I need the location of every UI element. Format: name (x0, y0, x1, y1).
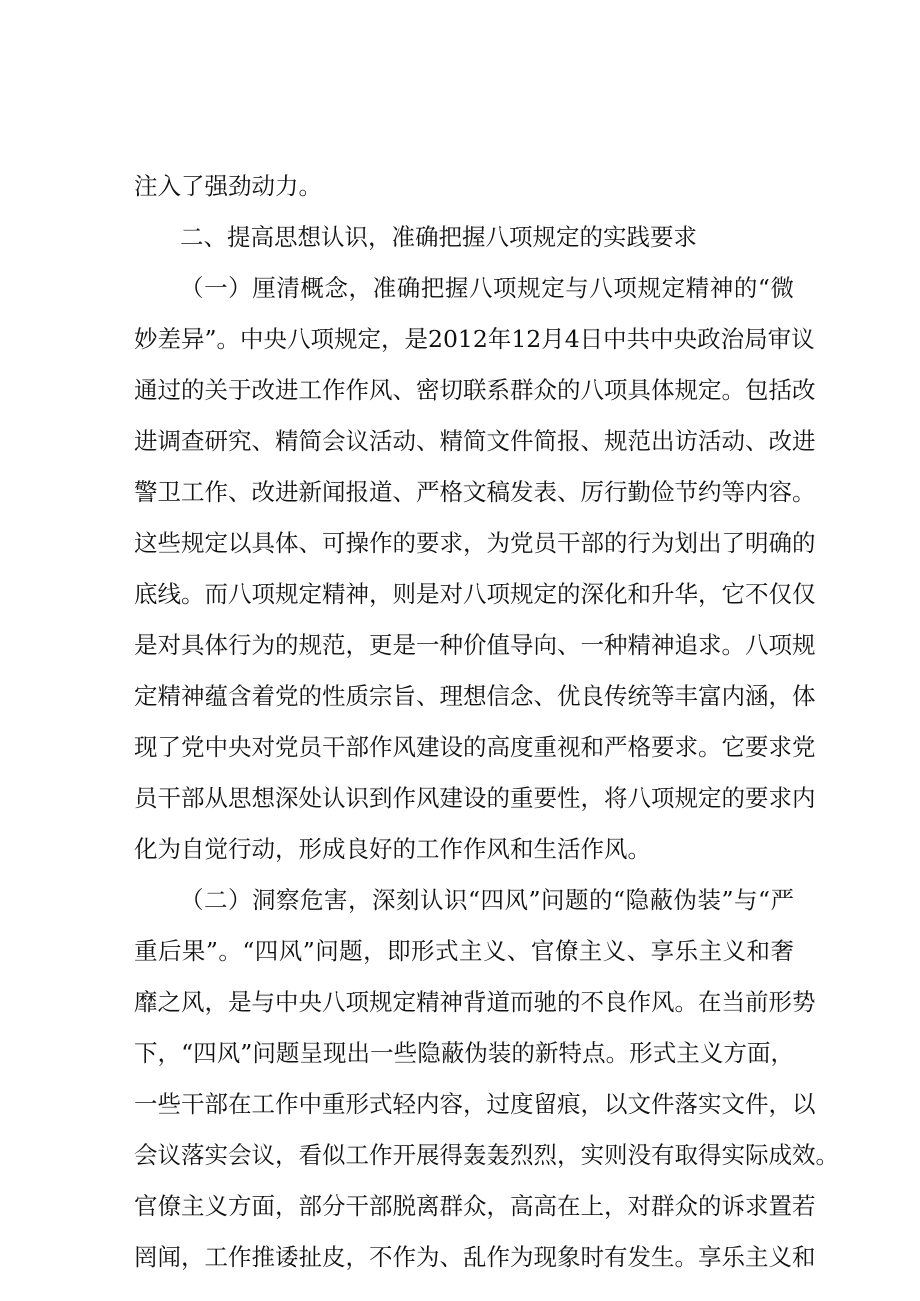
text-line: 通过的关于改进工作作风、密切联系群众的八项具体规定。包括改 (134, 376, 816, 404)
text-line: 底线。而八项规定精神，则是对八项规定的深化和升华，它不仅仅 (134, 580, 816, 608)
text-line: （一）厘清概念，准确把握八项规定与八项规定精神的“微 (180, 274, 794, 302)
text-line: （二）洞察危害，深刻认识“四风”问题的“隐蔽伪装”与“严 (180, 886, 794, 914)
text-line: 靡之风，是与中央八项规定精神背道而驰的不良作风。在当前形势 (134, 988, 816, 1016)
text-line: 化为自觉行动，形成良好的工作作风和生活作风。 (134, 835, 651, 863)
text-line: 一些干部在工作中重形式轻内容，过度留痕，以文件落实文件，以 (134, 1090, 816, 1118)
text-line: 现了党中央对党员干部作风建设的高度重视和严格要求。它要求党 (134, 733, 816, 761)
text-line: 会议落实会议，看似工作开展得轰轰烈烈，实则没有取得实际成效。 (134, 1141, 839, 1169)
text-line: 警卫工作、改进新闻报道、严格文稿发表、厉行勤俭节约等内容。 (134, 478, 816, 506)
text-line: 是对具体行为的规范，更是一种价值导向、一种精神追求。八项规 (134, 631, 816, 659)
text-line: 重后果”。“四风”问题，即形式主义、官僚主义、享乐主义和奢 (134, 937, 794, 965)
text-line: 员干部从思想深处认识到作风建设的重要性，将八项规定的要求内 (134, 784, 816, 812)
text-line: 这些规定以具体、可操作的要求，为党员干部的行为划出了明确的 (134, 529, 816, 557)
text-line: 定精神蕴含着党的性质宗旨、理想信念、优良传统等丰富内涵，体 (134, 682, 816, 710)
text-line: 官僚主义方面，部分干部脱离群众，高高在上，对群众的诉求置若 (134, 1192, 816, 1220)
text-line: 下，“四风”问题呈现出一些隐蔽伪装的新特点。形式主义方面， (134, 1039, 794, 1067)
text-line: 注入了强劲动力。 (134, 172, 322, 200)
section-heading: 二、提高思想认识，准确把握八项规定的实践要求 (180, 223, 697, 251)
text-line: 进调查研究、精简会议活动、精简文件简报、规范出访活动、改进 (134, 427, 816, 455)
text-line: 罔闻，工作推诿扯皮，不作为、乱作为现象时有发生。享乐主义和 (134, 1243, 816, 1271)
text-line: 妙差异”。中央八项规定，是2012年12月4日中共中央政治局审议 (134, 325, 815, 353)
